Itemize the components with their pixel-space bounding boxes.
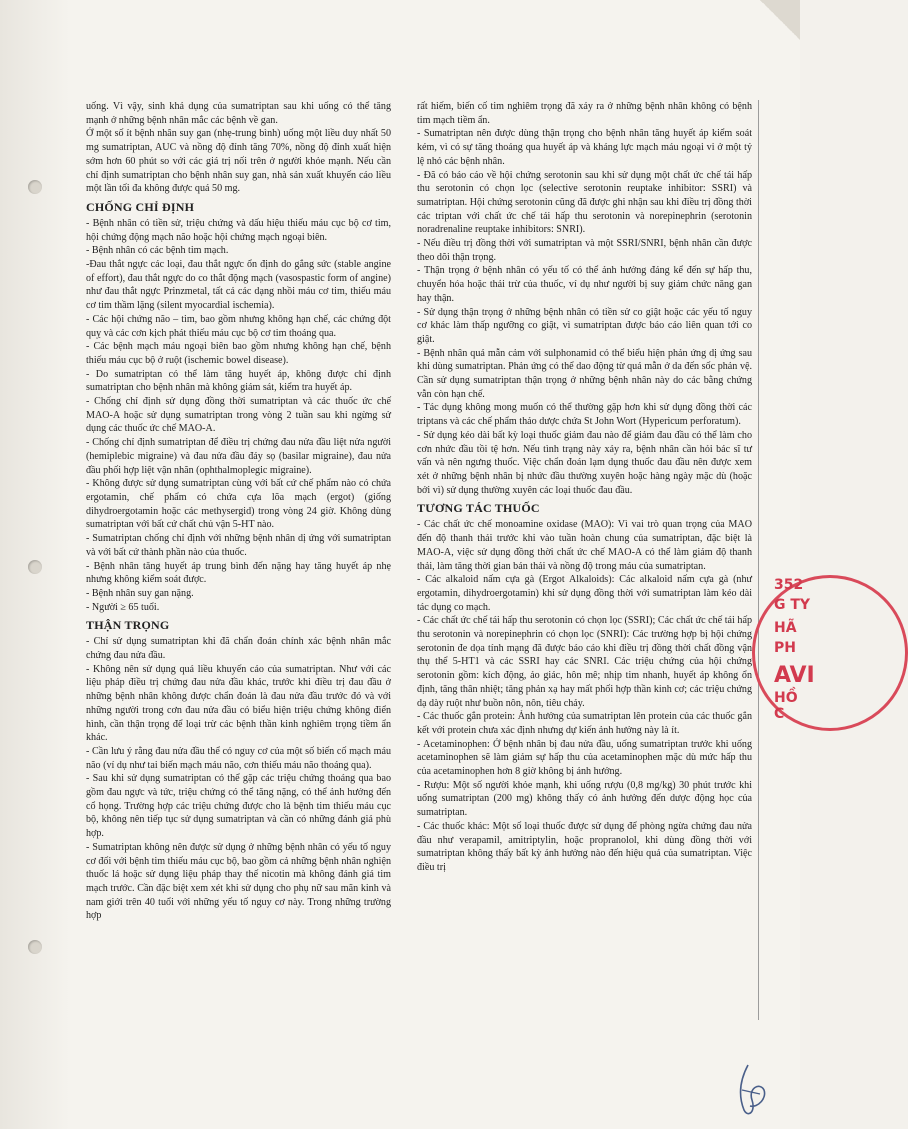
paragraph: - Nếu điều trị đồng thời với sumatriptan và một SSRI/SNRI, bệnh nhân cần được theo dõi thận trọng. [417,238,752,263]
paragraph: - Các alkaloid nấm cựa gà (Ergot Alkaloids): Các alkaloid nấm cựa gà (như ergotamin, dihydroergotamin) khi sử dụng đồng thời với sumatriptan làm kéo dài tác dụng co mạch. [417,574,752,613]
paragraph: - Chỉ sử dụng sumatriptan khi đã chẩn đoán chính xác bệnh nhân mắc chứng đau nửa đầu. [86,636,391,662]
page-border-line [758,100,759,1020]
paragraph: - Đã có báo cáo về hội chứng serotonin sau khi sử dụng một chất ức chế tái hấp thu serotonin có chọn lọc (selective serotonin reuptake inhibitor: SSRI) và sumatriptan. Hội chứng serotonin cũng đã được ghi nhận sau khi điều trị đồng thời các triptan với chất ức chế tái hấp thu serotonin và norepinephrin (serotonin noradrenaline reuptake inhibitors: SNRI). [417,169,752,236]
paragraph: - Sử dụng kéo dài bất kỳ loại thuốc giảm đau nào để giảm đau đầu có thể làm cho cơn nhức đầu tồi tệ hơn. Nếu tình trạng này xảy ra, bệnh nhân cần hỏi bác sĩ tư vấn và nên ngưng thuốc. Việc chẩn đoán lạm dụng thuốc đau đầu nên được xem xét ở những bệnh nhân bị nhức đầu thường xuyên hoặc hàng ngày mặc dù (hoặc bởi vì) sử dụng thường xuyên các loại thuốc đau đầu. [417,429,752,496]
paragraph: - Sumatriptan chống chỉ định với những bệnh nhân dị ứng với sumatriptan và với bất cứ thành phần nào của thuốc. [86,533,391,558]
signature-mark [730,1060,770,1120]
paragraph: - Người ≥ 65 tuổi. [86,601,160,613]
punch-hole [28,940,42,954]
company-stamp [752,575,815,725]
stamp-text: HÃ [774,620,797,636]
punch-hole [28,560,42,574]
section-heading: TƯƠNG TÁC THUỐC [417,501,540,516]
paragraph: - Các chất ức chế monoamine oxidase (MAO): Vì vai trò quan trọng của MAO đến độ thanh thải trước khi vào tuần hoàn chung của sumatriptan, đặc biệt là MAO-A, việc sử dụng đồng thời chất ức chế MAO-A có thể làm giảm độ thanh thải, làm tăng thời gian bán thải và nồng độ trong máu của sumatriptan. [417,519,752,572]
paragraph: - Sử dụng thận trọng ở những bệnh nhân có tiền sử co giật hoặc các yếu tố nguy cơ khác làm thấp ngưỡng co giật, vì sumatriptan được báo cáo liên quan tới co giật. [417,306,752,345]
right-text-column [417,100,752,875]
paragraph: - Các hội chứng não – tim, bao gồm nhưng không hạn chế, các chứng đột quỵ và các cơn kịch phát thiếu máu cục bộ cơ tim thoáng qua. [86,313,391,339]
stamp-text: PH [774,640,796,656]
paragraph: - Các thuốc khác: Một số loại thuốc được sử dụng để phòng ngừa chứng đau nửa đầu như verapamil, amitriptylin, hoặc propranolol, khi dùng đồng thời với sumatriptan không thấy bất kỳ ảnh hưởng nào đến hiệu quả của sumatriptan. Việc điều trị [417,820,752,873]
paragraph: - Bệnh nhân quá mẫn cảm với sulphonamid có thể biểu hiện phản ứng dị ứng sau khi dùng sumatriptan. Phản ứng có thể dao động từ quá mẫn ở da đến sốc phản vệ. Cần sử dụng sumatriptan thận trọng ở những bệnh nhân này do các bằng chứng vẫn còn hạn chế. [417,347,752,400]
paragraph: - Do sumatriptan có thể làm tăng huyết áp, không được chỉ định sumatriptan cho bệnh nhân mà không giám sát, kiểm tra huyết áp. [86,368,391,394]
paragraph: - Cần lưu ý rằng đau nửa đầu thể có nguy cơ của một số biến cố mạch máu não (ví dụ như tai biến mạch máu não, cơn thiếu máu não thoáng qua). [86,745,391,771]
paragraph: - Không được sử dụng sumatriptan cùng với bất cứ chế phẩm nào có chứa ergotamin, chế phẩm có chứa cựa lõa mạch (ergot) (giống dihydroergotamin hoặc các methysergid) trong vòng 24 giờ. Không dùng sumatriptan với bất cứ chất chủ vận 5-HT nào. [86,478,391,531]
paragraph: - Sumatriptan nên được dùng thận trọng cho bệnh nhân tăng huyết áp kiểm soát kém, vì có sự tăng thoáng qua huyết áp và kháng lực mạch máu ngoại vi ở một tỷ lệ nhỏ các bệnh nhân. [417,128,752,167]
folded-corner [760,0,800,40]
paragraph: - Tác dụng không mong muốn có thể thường gặp hơn khi sử dụng đồng thời các triptans và các chế phẩm thảo dược chứa St John Wort (Hypericum perforatum). [417,402,752,428]
paragraph: - Không nên sử dụng quá liều khuyến cáo của sumatriptan. Như với các liệu pháp điều trị chứng đau nửa đầu khác, trước khi điều trị đau đầu ở những bệnh nhân không được chẩn đoán là đau nửa đầu trước đó và với những người trong cơn đau nửa đầu có biểu hiện triệu chứng không điển hình, cần thận trọng để loại trừ các bệnh thần kinh nghiêm trọng tiềm ẩn khác. [86,663,391,744]
paragraph: uống. Vì vậy, sinh khả dụng của sumatriptan sau khi uống có thể tăng mạnh ở những bệnh nhân mắc các bệnh về gan. [86,101,391,126]
paragraph: - Bệnh nhân có các bệnh tim mạch. [86,245,229,257]
paragraph: - Các chất ức chế tái hấp thu serotonin có chọn lọc (SSRI); Các chất ức chế tái hấp thu serotonin và norepinephrin có chọn lọc (SNRI): Các trường hợp bị hội chứng serotonin đe dọa tính mạng đã được báo cáo khi điều trị đồng thời chất đồng vận thụ thể 5-HT1 và các SSRI hay các SNRI. Các triệu chứng của hội chứng serotonin gồm: kích động, ảo giác, hôn mê; nhịp tim nhanh, huyết áp không ổn định, tăng thân nhiệt; tăng phản xạ hay mất phối hợp thần kinh cơ; các triệu chứng dạ dày ruột như buồn nôn, nôn, tiêu chảy. [417,615,752,709]
binder-margin [0,0,70,1129]
paragraph: - Acetaminophen: Ở bệnh nhân bị đau nửa đầu, uống sumatriptan trước khi uống acetaminophen sẽ làm giảm sự hấp thu của acetaminophen mặc dù mức hấp thu của acetaminophen hơn 8 giờ không bị ảnh hưởng. [417,738,752,778]
paragraph: - Thận trọng ở bệnh nhân có yếu tố có thể ảnh hưởng đáng kể đến sự hấp thu, chuyển hóa hoặc thải trừ của thuốc, ví dụ như người bị suy giảm chức năng gan hay thận. [417,265,752,304]
paragraph: rất hiếm, biến cố tim nghiêm trọng đã xảy ra ở những bệnh nhân không có bệnh tim mạch tiềm ẩn. [417,101,752,126]
paragraph: - Các thuốc gắn protein: Ảnh hưởng của sumatriptan lên protein của các thuốc gắn kết với protein chưa xác định nhưng dự kiến ảnh hưởng này là ít. [417,711,752,736]
paragraph: - Sumatriptan không nên được sử dụng ở những bệnh nhân có yếu tố nguy cơ đối với bệnh tim thiếu máu cục bộ, bao gồm cả những bệnh nhân nghiện thuốc lá hoặc sử dụng liệu pháp thay thế nicotin mà không đánh giá tim mạch trước. Cần đặc biệt xem xét khi sử dụng cho phụ nữ sau mãn kinh và nam giới trên 40 tuổi với những yếu tố nguy cơ này. Trong những trường hợp [86,841,391,922]
paragraph: - Rượu: Một số người khỏe mạnh, khi uống rượu (0,8 mg/kg) 30 phút trước khi uống sumatriptan (200 mg) không thấy có ảnh hưởng đến dược động học của sumatriptan. [417,779,752,819]
paragraph: Ở một số ít bệnh nhân suy gan (nhẹ-trung bình) uống một liều duy nhất 50 mg sumatriptan, AUC và nồng độ đỉnh tăng 70%, nồng độ đỉnh xuất hiện sớm hơn 60 phút so với các giá trị nối trên ở người khỏe mạnh. Nếu cần chỉ định sumatriptan cho bệnh nhân suy gan, nhà sản xuất khuyến cáo liều một lần tối đa không được quá 50 mg. [86,128,391,195]
paragraph: - Chống chỉ định sử dụng đồng thời sumatriptan và các thuốc ức chế MAO-A hoặc sử dụng sumatriptan trong vòng 2 tuần sau khi ngừng sử dụng các thuốc ức chế MAO-A. [86,396,391,435]
paragraph: - Bệnh nhân suy gan nặng. [86,587,194,599]
section-heading: CHỐNG CHỈ ĐỊNH [86,199,195,214]
paragraph: - Sau khi sử dụng sumatriptan có thể gặp các triệu chứng thoáng qua bao gồm đau ngực và tức, triệu chứng có thể tăng nặng, có thể ảnh hưởng đến cổ họng. Trường hợp các triệu chứng được cho là bệnh tim thiếu máu cục bộ, không nên tiếp tục sử dụng sumatriptan và cần có những đánh giá phù hợp. [86,773,391,840]
section-heading: THẬN TRỌNG [86,618,170,633]
paragraph: - Các bệnh mạch máu ngoại biên bao gồm nhưng không hạn chế, bệnh thiếu máu cục bộ ở ruột (ischemic bowel disease). [86,341,391,366]
paragraph: - Bệnh nhân tăng huyết áp trung bình đến nặng hay tăng huyết áp nhẹ nhưng không kiểm soát được. [86,560,391,586]
left-text-column [86,100,391,923]
paragraph: - Bệnh nhân có tiền sử, triệu chứng và dấu hiệu thiếu máu cục bộ cơ tim, hội chứng động mạch não hoặc hội chứng mạch ngoại biên. [86,217,391,243]
paragraph: -Đau thắt ngực các loại, đau thắt ngực ổn định do gắng sức (stable angine of effort), đau thắt ngực do co thắt động mạch (vasospastic form of angine) như đau thắt ngực Prinzmetal, tất cả các dạng nhồi máu cơ tim, thiếu máu cơ tim thầm lặng (silent myocardial ischemia). [86,259,391,312]
punch-hole [28,180,42,194]
paragraph: - Chống chỉ định sumatriptan để điều trị chứng đau nửa đầu liệt nửa người (hemiplebic migraine) và đau nửa đầu đáy sọ (basilar migraine), đau nửa đầu phối hợp liệt vận nhãn (ophthalmoplegic migraine). [86,437,391,476]
stamp-text: 352 [774,577,804,593]
stamp-text: HỒ C [774,690,798,722]
stamp-text: G TY [774,597,811,613]
stamp-text: AVI [774,663,815,688]
